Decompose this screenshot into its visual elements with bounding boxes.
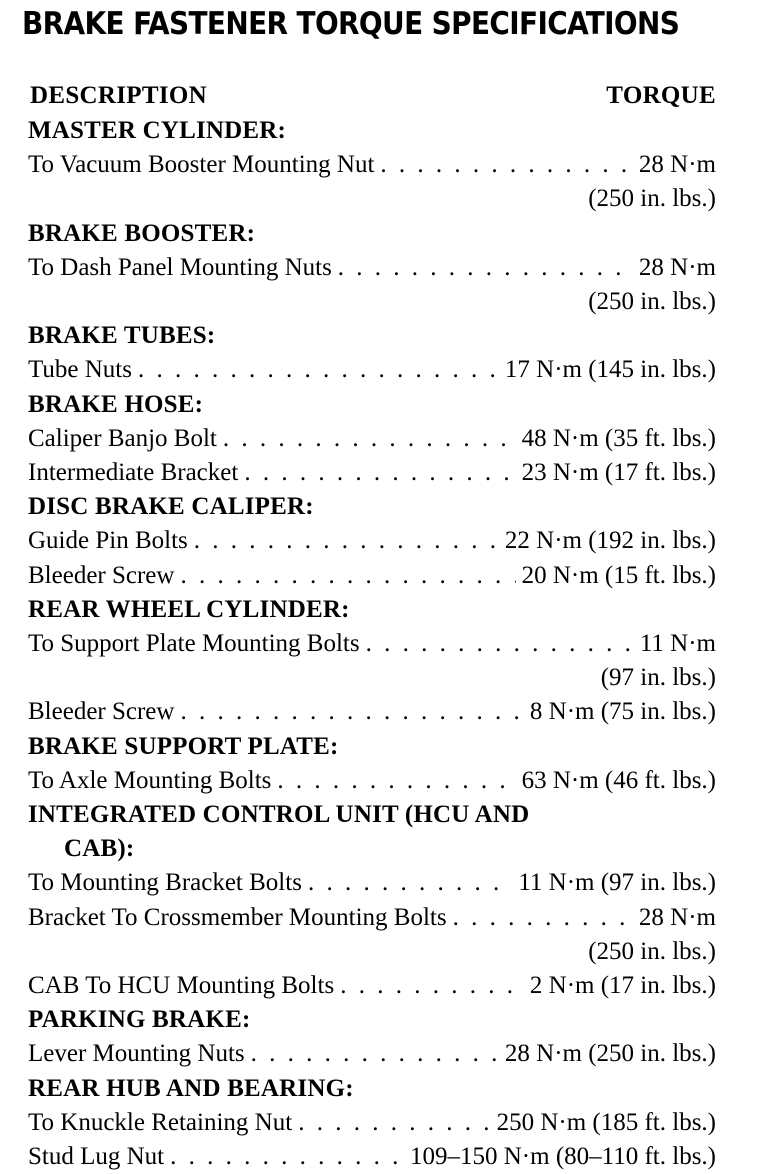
dot-leader xyxy=(453,901,633,935)
spec-row xyxy=(28,627,716,661)
spec-row xyxy=(28,353,716,387)
spec-torque: 48 N·m (35 ft. lbs.) xyxy=(521,424,716,452)
spec-torque: 28 N·m (250 in. lbs.) xyxy=(504,1040,716,1068)
dot-leader xyxy=(194,524,499,558)
section-heading: BRAKE TUBES: xyxy=(28,322,216,350)
dot-leader xyxy=(338,251,633,285)
dot-leader xyxy=(380,148,633,182)
section-heading-continued: CAB): xyxy=(64,835,135,863)
spec-description: Bleeder Screw xyxy=(28,698,175,726)
section-heading-line: INTEGRATED CONTROL UNIT (HCU AND xyxy=(28,801,530,829)
spec-row xyxy=(28,1106,716,1140)
spec-description: Tube Nuts xyxy=(28,356,132,384)
spec-torque-continued: (250 in. lbs.) xyxy=(588,288,716,316)
spec-row xyxy=(28,764,716,798)
spec-row xyxy=(28,559,716,593)
torque-column-header: TORQUE xyxy=(606,82,716,109)
dot-leader xyxy=(170,1140,404,1174)
spec-torque: 28 N·m xyxy=(638,253,716,281)
spec-description: Caliper Banjo Bolt xyxy=(28,424,217,452)
dot-leader xyxy=(251,1037,499,1071)
spec-description: Bleeder Screw xyxy=(28,561,175,589)
spec-description: To Knuckle Retaining Nut xyxy=(28,1108,293,1136)
spec-row xyxy=(28,969,716,1003)
spec-torque: 11 N·m (97 in. lbs.) xyxy=(518,869,716,897)
spec-row xyxy=(28,866,716,900)
dot-leader xyxy=(298,1106,490,1140)
section-heading: BRAKE HOSE: xyxy=(28,390,204,418)
spec-row xyxy=(28,148,716,182)
section-heading: BRAKE SUPPORT PLATE: xyxy=(28,732,339,760)
page-title: BRAKE FASTENER TORQUE SPECIFICATIONS xyxy=(22,6,680,42)
spec-description: To Axle Mounting Bolts xyxy=(28,766,272,794)
spec-torque: 22 N·m (192 in. lbs.) xyxy=(504,527,716,555)
spec-torque: 20 N·m (15 ft. lbs.) xyxy=(521,561,716,589)
spec-row xyxy=(28,251,716,285)
dot-leader xyxy=(223,422,516,456)
spec-torque: 17 N·m (145 in. lbs.) xyxy=(504,356,716,384)
spec-row xyxy=(28,1140,716,1174)
dot-leader xyxy=(308,866,512,900)
dot-leader xyxy=(366,627,634,661)
spec-description: To Vacuum Booster Mounting Nut xyxy=(28,151,375,179)
spec-torque: 109–150 N·m (80–110 ft. lbs.) xyxy=(410,1143,716,1171)
spec-torque: 28 N·m xyxy=(638,903,716,931)
dot-leader xyxy=(180,695,523,729)
spec-torque-continued: (250 in. lbs.) xyxy=(588,937,716,965)
spec-torque: 23 N·m (17 ft. lbs.) xyxy=(521,459,716,487)
spec-torque-continued: (97 in. lbs.) xyxy=(600,664,716,692)
dot-leader xyxy=(180,559,515,593)
section-heading: BRAKE BOOSTER: xyxy=(28,219,256,247)
column-header xyxy=(30,80,716,112)
dot-leader xyxy=(138,353,499,387)
spec-torque: 2 N·m (17 in. lbs.) xyxy=(529,972,716,1000)
spec-row xyxy=(28,456,716,490)
spec-row xyxy=(28,901,716,935)
spec-row xyxy=(28,422,716,456)
spec-row xyxy=(28,1037,716,1071)
dot-leader xyxy=(277,764,515,798)
spec-torque: 63 N·m (46 ft. lbs.) xyxy=(521,766,716,794)
spec-row xyxy=(28,524,716,558)
description-column-header: DESCRIPTION xyxy=(30,82,207,109)
spec-torque: 11 N·m xyxy=(639,630,716,658)
spec-torque: 250 N·m (185 ft. lbs.) xyxy=(496,1108,716,1136)
spec-description: To Support Plate Mounting Bolts xyxy=(28,630,360,658)
spec-description: To Dash Panel Mounting Nuts xyxy=(28,253,332,281)
section-heading: PARKING BRAKE: xyxy=(28,1006,251,1034)
spec-torque: 28 N·m xyxy=(638,151,716,179)
section-heading: REAR WHEEL CYLINDER: xyxy=(28,595,350,623)
spec-description: CAB To HCU Mounting Bolts xyxy=(28,972,335,1000)
section-heading: MASTER CYLINDER: xyxy=(28,117,287,144)
spec-description: Guide Pin Bolts xyxy=(28,527,188,555)
spec-description: To Mounting Bracket Bolts xyxy=(28,869,302,897)
spec-description: Lever Mounting Nuts xyxy=(28,1040,245,1068)
spec-description: Stud Lug Nut xyxy=(28,1143,165,1171)
dot-leader xyxy=(244,456,515,490)
spec-torque-continued: (250 in. lbs.) xyxy=(588,185,716,213)
section-heading xyxy=(28,798,716,866)
spec-torque: 8 N·m (75 in. lbs.) xyxy=(529,698,716,726)
section-heading: REAR HUB AND BEARING: xyxy=(28,1074,354,1102)
torque-spec-list xyxy=(28,114,716,1174)
section-heading: DISC BRAKE CALIPER: xyxy=(28,493,314,521)
spec-description: Bracket To Crossmember Mounting Bolts xyxy=(28,903,447,931)
dot-leader xyxy=(340,969,524,1003)
spec-description: Intermediate Bracket xyxy=(28,459,239,487)
spec-row xyxy=(28,695,716,729)
